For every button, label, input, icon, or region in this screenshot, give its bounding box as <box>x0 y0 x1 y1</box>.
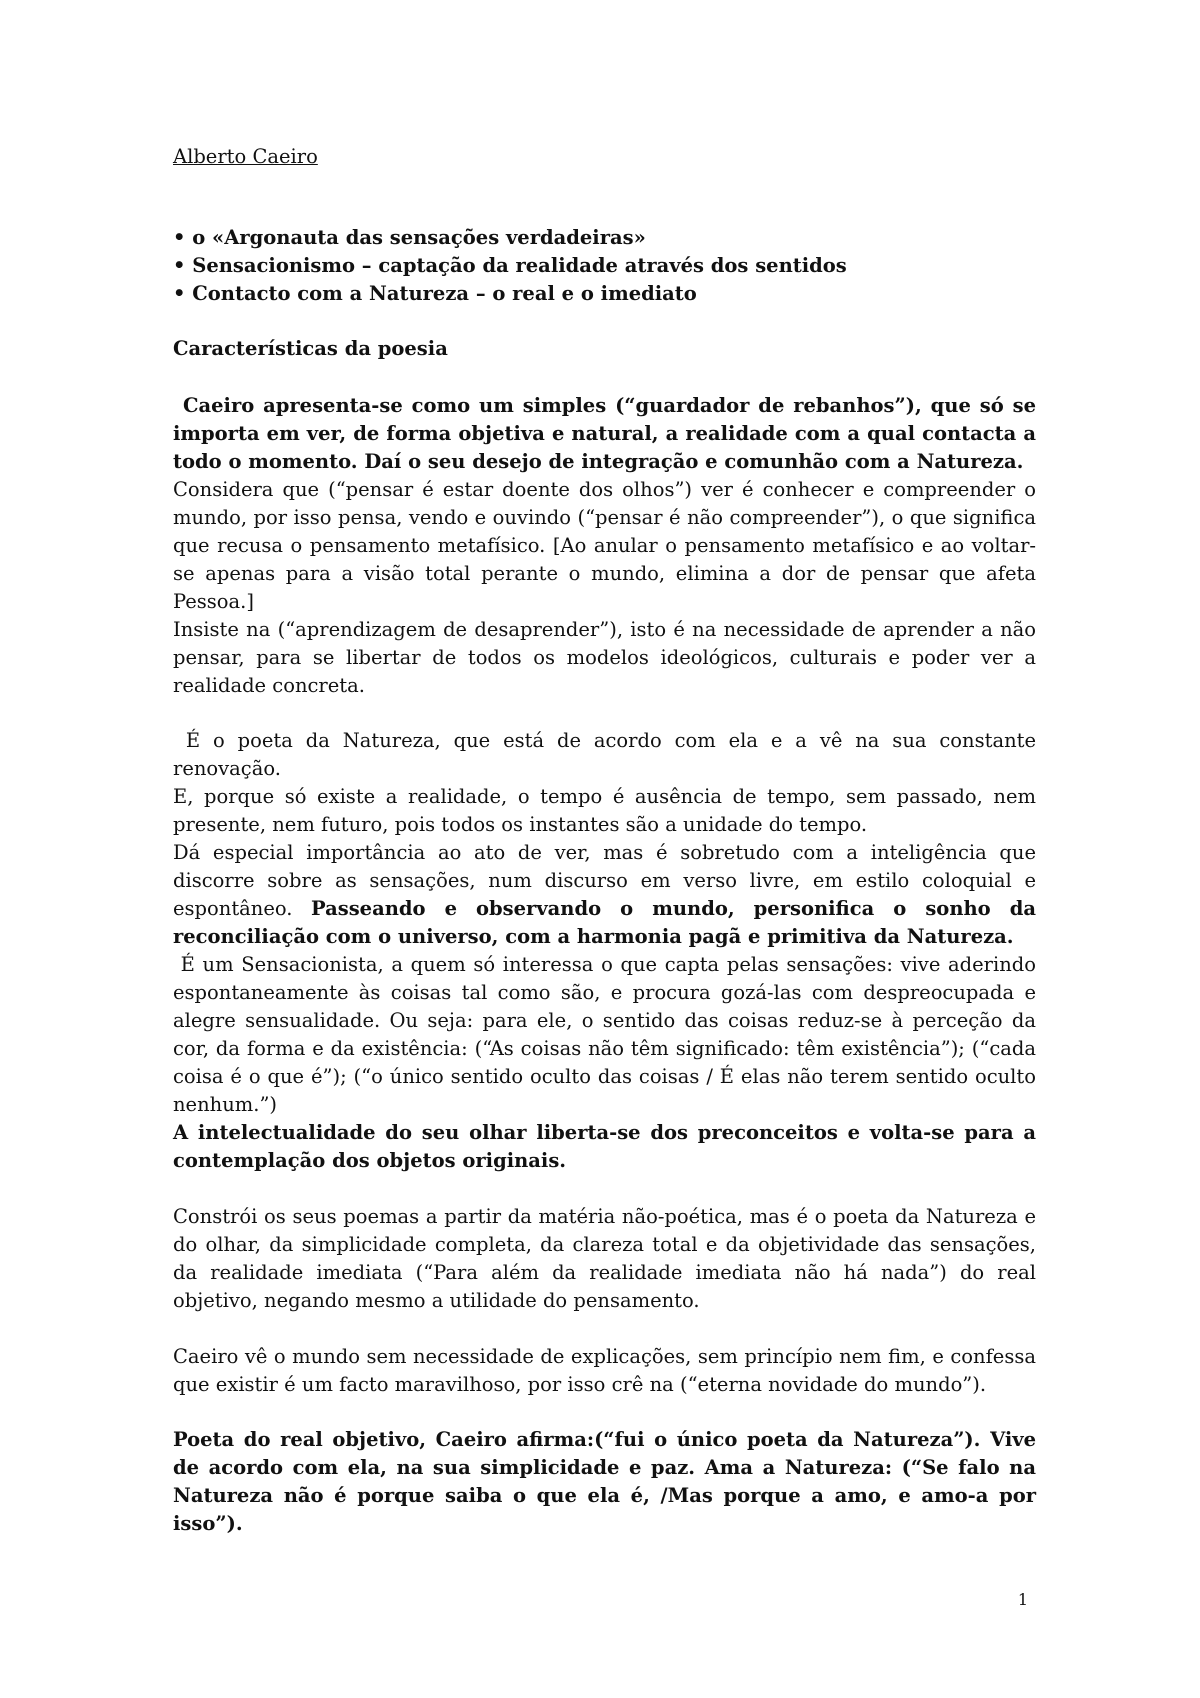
page-number: 1 <box>1017 1590 1028 1609</box>
section-heading: Características da poesia <box>173 337 448 360</box>
paragraph-world <box>173 1343 1036 1399</box>
paragraph-conclusion <box>173 1426 1036 1538</box>
bullet-item: • Contacto com a Natureza – o real e o imediato <box>173 282 697 305</box>
bullet-item: • o «Argonauta das sensações verdadeiras» <box>173 226 646 249</box>
paragraph-time-text: E, porque só existe a realidade, o tempo é ausência de tempo, sem passado, nem presente, nem futuro, pois todos os instantes são a unidade do tempo. <box>173 785 1036 836</box>
document-page <box>173 0 1036 1698</box>
paragraph-thinking <box>173 476 1036 700</box>
paragraph-nature-poet <box>173 727 1036 839</box>
paragraph-nature-poet-text: É o poeta da Natureza, que está de acordo com ela e a vê na sua constante renovação. <box>173 729 1037 780</box>
paragraph-seeing-bold-text: Passeando e observando o mundo, personifica o sonho da reconciliação com o universo, com a harmonia pagã e primitiva da Natureza. <box>173 897 1036 948</box>
paragraph-seeing-text: Dá especial importância ao ato de ver, mas é sobretudo com a inteligência que discorre sobre as sensações, num discurso em verso livre, em estilo coloquial e espontâneo. <box>173 841 1036 920</box>
paragraph-poems <box>173 1203 1036 1315</box>
paragraph-world-text: Caeiro vê o mundo sem necessidade de explicações, sem princípio nem fim, e confessa que existir é um facto maravilhoso, por isso crê na (“eterna novidade do mundo”). <box>173 1345 1036 1396</box>
paragraph-intellect-text: A intelectualidade do seu olhar liberta-se dos preconceitos e volta-se para a contemplação dos objetos originais. <box>173 1121 1036 1172</box>
paragraph-thinking-text: Considera que (“pensar é estar doente dos olhos”) ver é conhecer e compreender o mundo, por isso pensa, vendo e ouvindo (“pensar é não compreender”), o que significa que recusa o pensamento metafísico. [Ao anular o pensamento metafísico e ao voltar-se apenas para a visão total perante o mundo, elimina a dor de pensar que afeta Pessoa.] <box>173 478 1036 613</box>
paragraph-poems-text: Constrói os seus poemas a partir da matéria não-poética, mas é o poeta da Natureza e do olhar, da simplicidade completa, da clareza total e da objetividade das sensações, da realidade imediata (“Para além da realidade imediata não há nada”) do real objetivo, negando mesmo a utilidade do pensamento. <box>173 1205 1036 1312</box>
paragraph-intro-text: Caeiro apresenta-se como um simples (“guardador de rebanhos”), que só se importa em ver, de forma objetiva e natural, a realidade com a qual contacta a todo o momento. Daí o seu desejo de integração e comunhão com a Natureza. <box>173 394 1036 473</box>
paragraph-conclusion-text: Poeta do real objetivo, Caeiro afirma:(“fui o único poeta da Natureza”). Vive de acordo com ela, na sua simplicidade e paz. Ama a Natureza: (“Se falo na Natureza não é porque saiba o que ela é, /Mas porque a amo, e amo-a por isso”). <box>173 1428 1036 1535</box>
paragraph-sensationist-text: É um Sensacionista, a quem só interessa o que capta pelas sensações: vive aderindo espontaneamente às coisas tal como são, e procura gozá-las com despreocupada e alegre sensualidade. Ou seja: para ele, o sentido das coisas reduz-se à perceção da cor, da forma e da existência: (“As coisas não têm significado: têm existência”); (“cada coisa é o que é”); (“o único sentido oculto das coisas / É elas não terem sentido oculto nenhum.”) <box>173 953 1036 1116</box>
paragraph-unlearning-text: Insiste na (“aprendizagem de desaprender”), isto é na necessidade de aprender a não pensar, para se libertar de todos os modelos ideológicos, culturais e poder ver a realidade concreta. <box>173 618 1036 697</box>
paragraph-seeing <box>173 839 1036 1175</box>
document-title: Alberto Caeiro <box>173 145 318 168</box>
bullet-list <box>173 224 847 308</box>
paragraph-intro <box>173 392 1036 476</box>
bullet-item: • Sensacionismo – captação da realidade através dos sentidos <box>173 254 847 277</box>
